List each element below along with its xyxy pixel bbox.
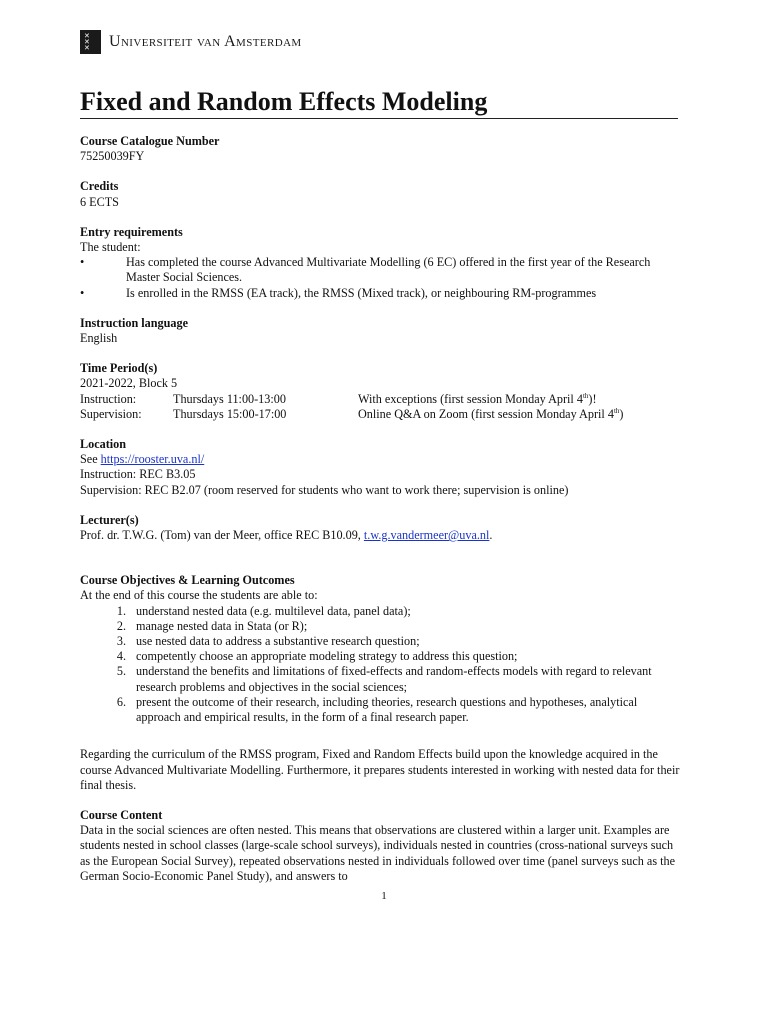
entry-heading: Entry requirements <box>80 224 183 239</box>
schedule-note <box>358 407 680 422</box>
entry-bullet-text: Is enrolled in the RMSS (EA track), the RMSS (Mixed track), or neighbouring RM-programmes <box>126 285 597 300</box>
language-value: English <box>80 331 118 346</box>
catalogue-section <box>80 134 680 164</box>
schedule-row <box>80 392 680 407</box>
list-number: 2. <box>116 618 126 633</box>
location-see-line <box>80 452 680 467</box>
credits-heading: Credits <box>80 179 119 194</box>
objectives-intro: At the end of this course the students are able to: <box>80 588 318 603</box>
list-number: 1. <box>116 603 126 618</box>
content-section <box>80 808 680 884</box>
list-number: 4. <box>116 649 126 664</box>
page-number: 1 <box>381 890 387 902</box>
entry-section <box>80 225 680 301</box>
location-section <box>80 437 680 498</box>
list-text: manage nested data in Stata (or R); <box>136 618 308 633</box>
lecturer-section <box>80 513 680 543</box>
list-text: present the outcome of their research, including theories, research questions and hypotheses, analytical approach and empirical results, in the form of a final research paper. <box>136 694 638 725</box>
location-heading: Location <box>80 437 127 452</box>
list-item <box>80 649 680 664</box>
time-period: 2021-2022, Block 5 <box>80 376 178 391</box>
uva-logo-icon: ✕ ✕ ✕ <box>80 30 101 54</box>
university-name: Universiteit van Amsterdam <box>109 33 302 51</box>
list-text: competently choose an appropriate modeling strategy to address this question; <box>136 649 518 664</box>
list-number: 3. <box>116 634 126 649</box>
schedule-label: Instruction: <box>80 391 137 406</box>
catalogue-value: 75250039FY <box>80 149 145 164</box>
location-instruction: Instruction: REC B3.05 <box>80 467 196 482</box>
document-body <box>80 134 680 899</box>
rooster-link[interactable]: https://rooster.uva.nl/ <box>100 452 205 467</box>
ordinal-suffix: th <box>613 406 620 415</box>
list-item <box>80 286 680 301</box>
ordinal-suffix: th <box>582 391 589 400</box>
lecturer-text: Prof. dr. T.W.G. (Tom) van der Meer, office REC B10.09, <box>80 528 364 543</box>
lecturer-line <box>80 528 680 543</box>
schedule-note-end: )! <box>588 391 597 406</box>
content-text: Data in the social sciences are often nested. This means that observations are clustered within a larger unit. Examples are students nested in school classes (large-scale school surveys), individuals nested in countries (cross-national surveys such as the European Social Survey), repeated observations nested in individuals followed over time (panel surveys such as the German Socio-Economic Panel Study), and answers to <box>80 823 675 883</box>
content-heading: Course Content <box>80 807 163 822</box>
location-see-text: See <box>80 452 101 467</box>
language-heading: Instruction language <box>80 315 189 330</box>
list-item <box>80 255 680 285</box>
time-heading: Time Period(s) <box>80 361 158 376</box>
schedule-when: Thursdays 15:00-17:00 <box>173 406 287 421</box>
schedule-when: Thursdays 11:00-13:00 <box>173 391 286 406</box>
language-section <box>80 316 680 346</box>
schedule-note-text: With exceptions (first session Monday April 4 <box>358 391 583 406</box>
catalogue-heading: Course Catalogue Number <box>80 134 220 148</box>
schedule-row <box>80 407 680 422</box>
schedule-label: Supervision: <box>80 406 142 421</box>
location-supervision: Supervision: REC B2.07 (room reserved for students who want to work there; supervision is online) <box>80 482 569 497</box>
list-item <box>80 634 680 649</box>
schedule-note-end: ) <box>619 406 624 421</box>
list-item <box>80 695 680 725</box>
lecturer-heading: Lecturer(s) <box>80 512 139 527</box>
bullet-mark: • <box>80 255 85 270</box>
objectives-heading: Course Objectives & Learning Outcomes <box>80 573 295 588</box>
list-item <box>80 619 680 634</box>
credits-section <box>80 179 680 209</box>
time-section <box>80 361 680 422</box>
list-text: understand the benefits and limitations of fixed-effects and random-effects models with regard to relevant research problems and objectives in the social sciences; <box>136 664 652 694</box>
university-header <box>80 30 302 54</box>
list-item <box>80 604 680 619</box>
objectives-section <box>80 573 680 725</box>
schedule-note <box>358 392 680 407</box>
bullet-mark: • <box>80 285 85 300</box>
list-text: use nested data to address a substantive research question; <box>136 634 420 649</box>
curriculum-paragraph: Regarding the curriculum of the RMSS program, Fixed and Random Effects build upon the knowledge acquired in the course Advanced Multivariate Modelling. Furthermore, it prepares students interested in working with nested data for their final thesis. <box>80 747 680 792</box>
lecturer-email-link[interactable]: t.w.g.vandermeer@uva.nl <box>363 528 490 543</box>
entry-intro: The student: <box>80 240 141 255</box>
schedule-note-text: Online Q&A on Zoom (first session Monday April 4 <box>358 406 614 421</box>
objectives-list <box>80 604 680 726</box>
list-text: understand nested data (e.g. multilevel data, panel data); <box>136 603 411 618</box>
credits-value: 6 ECTS <box>80 194 119 209</box>
entry-bullet-text: Has completed the course Advanced Multivariate Modelling (6 EC) offered in the first year of the Research Master Social Sciences. <box>126 255 651 285</box>
list-number: 5. <box>116 664 126 679</box>
list-item <box>80 664 680 694</box>
page-title: Fixed and Random Effects Modeling <box>80 86 678 119</box>
list-number: 6. <box>116 694 126 709</box>
lecturer-end: . <box>489 528 493 543</box>
